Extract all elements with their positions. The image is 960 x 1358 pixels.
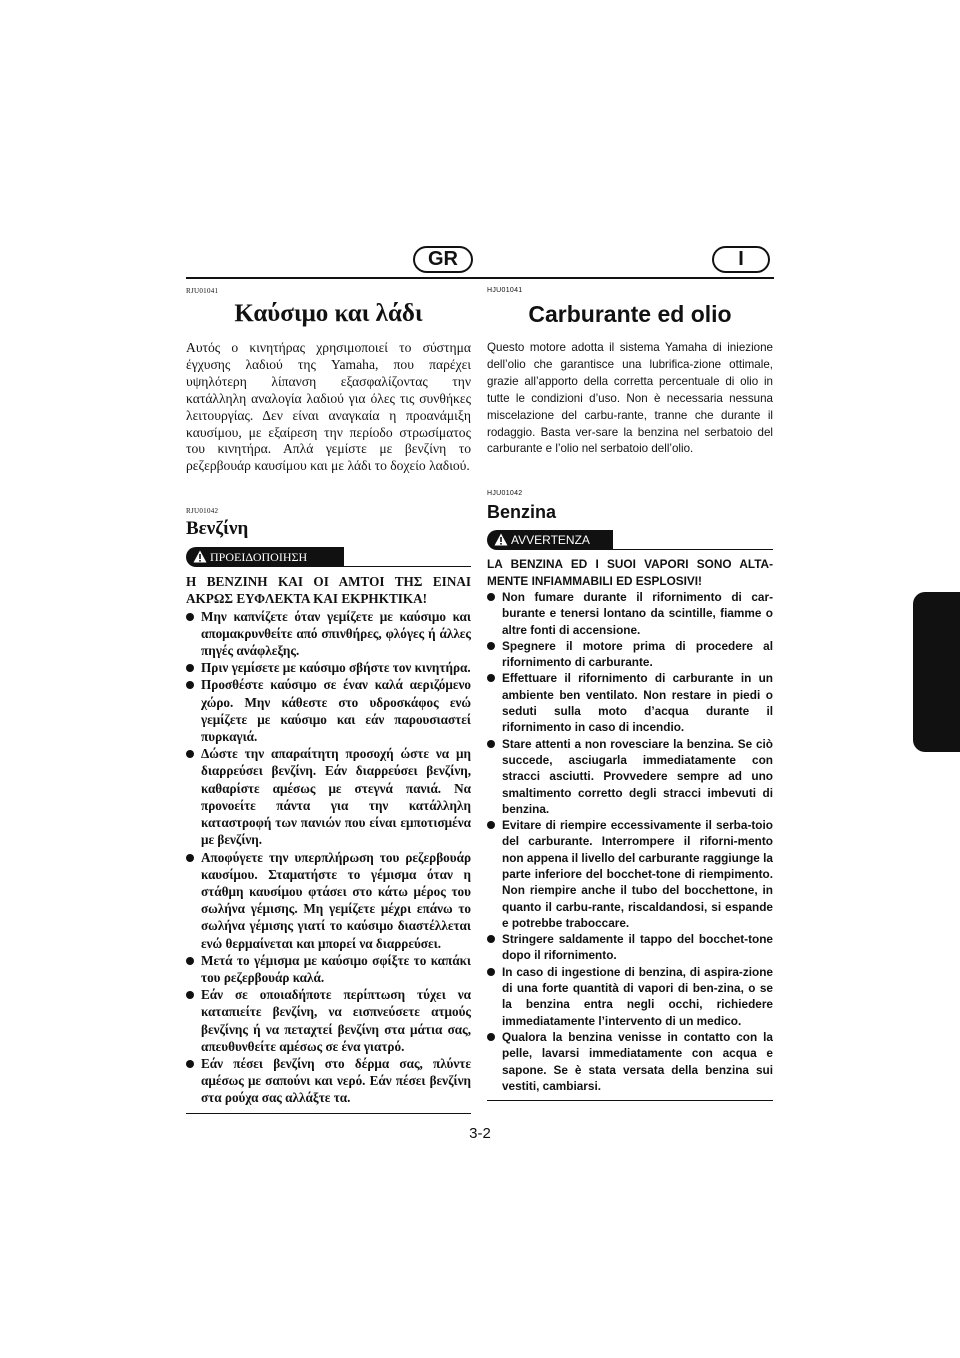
warning-triangle-icon <box>193 550 207 563</box>
chapter-tab <box>913 592 960 752</box>
list-item: Εάν πέσει βενζίνη στο δέρμα σας, πλύντε αμέσως με σαπούνι και νερό. Εάν πέσει βενζίνη στα ρούχα σας αλλάξτε τα. <box>186 1055 471 1107</box>
warning-rule <box>613 549 773 550</box>
warning-lead: LA BENZINA ED I SUOI VAPORI SONO ALTA-MENTE INFIAMMABILI ED ESPLOSIVI! <box>487 557 773 588</box>
bullet-icon <box>186 664 194 672</box>
warning-body <box>186 573 471 1113</box>
list-item: Qualora la benzina venisse in contatto con la pelle, lavarsi immediatamente con acqua e sapone. Se è stata versata della benzina sui vestiti, cambiarsi. <box>487 1029 773 1094</box>
warning-label: ΠΡΟΕΙΔΟΠΟΙΗΣΗ <box>210 550 308 565</box>
bullet-icon <box>186 1060 194 1068</box>
warning-rule <box>344 566 471 567</box>
bullet-icon <box>186 854 194 862</box>
language-label-italian: I <box>712 246 770 273</box>
warning-lead: Η ΒΕΝΖΙΝΗ ΚΑΙ ΟΙ ΑΜΤΟΙ ΤΗΣ ΕΙΝΑΙ ΑΚΡΩΣ ΕΥΦΛΕΚΤΑ ΚΑΙ ΕΚΡΗΚΤΙΚΑ! <box>186 574 471 607</box>
bullet-icon <box>186 681 194 689</box>
greek-column <box>186 286 471 1114</box>
section-code: HJU01041 <box>487 287 523 294</box>
list-item: Μετά το γέμισμα με καύσιμο σφίξτε το καπάκι του ρεζερβουάρ καλά. <box>186 952 471 986</box>
list-item: Δώστε την απαραίτητη προσοχή ώστε να μη διαρρεύσει βενζίνη. Εάν διαρρεύσει βενζίνη, καθαρίστε αμέσως με στεγνά πανιά. Να προνοείτε πάντα για την κατάλληλη καταστροφή των πανιών που είναι εμποτισμένα με βενζίνη. <box>186 745 471 848</box>
list-item: Μην καπνίζετε όταν γεμίζετε με καύσιμο και απομακρυνθείτε από σπινθήρες, φλόγες ή άλλες πηγές ανάφλεξης. <box>186 608 471 660</box>
list-item: Προσθέστε καύσιμο σε έναν καλά αεριζόμενο χώρο. Μην κάθεστε στο υδροσκάφος ενώ γεμίζετε με καύσιμο και εάν παρουσιαστεί πυρκαγιά. <box>186 676 471 745</box>
list-item: Stringere saldamente il tappo del bocchet-tone dopo il rifornimento. <box>487 931 773 964</box>
warning-list <box>186 608 471 1107</box>
bullet-icon <box>487 642 495 650</box>
section-code: HJU01042 <box>487 490 523 498</box>
warning-badge <box>186 547 344 567</box>
italian-column <box>487 286 773 1101</box>
list-item: In caso di ingestione di benzina, di aspira-zione di una forte quantità di vapori di ben-zina, o se la benzina entra negli occhi, richiedere immediatamente l’intervento di un medico. <box>487 964 773 1029</box>
bullet-icon <box>487 740 495 748</box>
bullet-icon <box>487 821 495 829</box>
bullet-icon <box>186 613 194 621</box>
warning-body <box>487 556 773 1101</box>
list-item: Spegnere il motore prima di procedere al rifornimento di carburante. <box>487 638 773 671</box>
language-label-greek: GR <box>413 246 473 273</box>
bullet-icon <box>487 674 495 682</box>
list-item: Stare attenti a non rovesciare la benzina. Se ciò succede, asciugarla immediatamente con stracci asciutti. Provvedere sempre ad uno smaltimento corretto degli stracci imbevuti di benzina. <box>487 736 773 817</box>
list-item: Αποφύγετε την υπερπλήρωση του ρεζερβουάρ καυσίμου. Σταματήστε το γέμισμα όταν η στάθμη καυσίμου φτάσει στο κάτω μέρος του σωλήνα γέμισης. Μη γεμίζετε μέχρι επάνω το σωλήνα γέμισης γιατί το καύσιμο διαστέλλεται ενώ θερμαίνεται και μπορεί να διαρρεύσει. <box>186 849 471 952</box>
bullet-icon <box>186 991 194 999</box>
warning-triangle-icon <box>494 533 508 546</box>
list-item: Non fumare durante il rifornimento di car-burante e tenersi lontano da scintille, fiamme o altre fonti di accensione. <box>487 589 773 638</box>
bullet-icon <box>487 593 495 601</box>
section-code: RJU01042 <box>186 507 219 516</box>
section-title: Καύσιμο και λάδι <box>234 300 423 327</box>
warning-badge <box>487 530 613 550</box>
page-number: 3-2 <box>469 1125 491 1142</box>
warning-end-rule <box>487 1100 773 1101</box>
intro-paragraph: Questo motore adotta il sistema Yamaha di iniezione dell’olio che garantisce una lubrifica-zione ottimale, grazie all’apporto della corretta percentuale di olio in tutte le condizioni d’uso. Non è necessaria nessuna miscelazione del carbu-rante, tranne che durante il rodaggio. Basta ver-sare la benzina nel serbatoio del carburante e l’olio nel serbatoio dell’olio. <box>487 341 773 456</box>
list-item: Evitare di riempire eccessivamente il serba-toio del carburante. Interrompere il riforni-mento non appena il livello del carburante raggiunge la parte inferiore del bocchet-tone di riempimento. Non riempire anche il tubo del bocchettone, in quanto il carbu-rante, riscaldandosi, si espande e potrebbe traboccare. <box>487 817 773 931</box>
list-item: Πριν γεμίσετε με καύσιμο σβήστε τον κινητήρα. <box>186 659 471 676</box>
section-code: RJU01041 <box>186 287 219 295</box>
header-rule <box>186 277 774 279</box>
subsection-title: Benzina <box>487 502 557 523</box>
section-title: Carburante ed olio <box>528 301 732 327</box>
intro-paragraph: Αυτός ο κινητήρας χρησιμοποιεί το σύστημα έγχυσης λαδιού της Yamaha, που παρέχει υψηλότερη λίπανση εξασφαλίζοντας την κατάλληλη αναλογία λαδιού για όλες τις συνθήκες λειτουργίας. Δεν είναι αναγκαία η προανάμιξη καυσίμου, με εξαίρεση την περίοδο στρωσίματος του κινητήρα. Απλά γεμίστε με βενζίνη το ρεζερβουάρ καυσίμου και με λάδι το δοχείο λαδιού. <box>186 340 471 474</box>
bullet-icon <box>487 968 495 976</box>
bullet-icon <box>186 957 194 965</box>
warning-label: AVVERTENZA <box>511 533 590 548</box>
warning-list <box>487 589 773 1094</box>
list-item: Εάν σε οποιαδήποτε περίπτωση τύχει να καταπιείτε βενζίνη, να εισπνεύσετε ατμούς βενζίνης ή να πεταχτεί βενζίνη στα μάτια σας, απευθυνθείτε αμέσως σε ένα γιατρό. <box>186 986 471 1055</box>
subsection-title: Βενζίνη <box>186 518 249 540</box>
warning-end-rule <box>186 1113 471 1114</box>
bullet-icon <box>186 750 194 758</box>
bullet-icon <box>487 935 495 943</box>
bullet-icon <box>487 1033 495 1041</box>
warning-header <box>487 530 773 552</box>
list-item: Effettuare il rifornimento di carburante in un ambiente ben ventilato. Non restare in piedi o seduti sulla moto d’acqua durante il rifornimento in caso di incendio. <box>487 670 773 735</box>
warning-header <box>186 547 471 569</box>
